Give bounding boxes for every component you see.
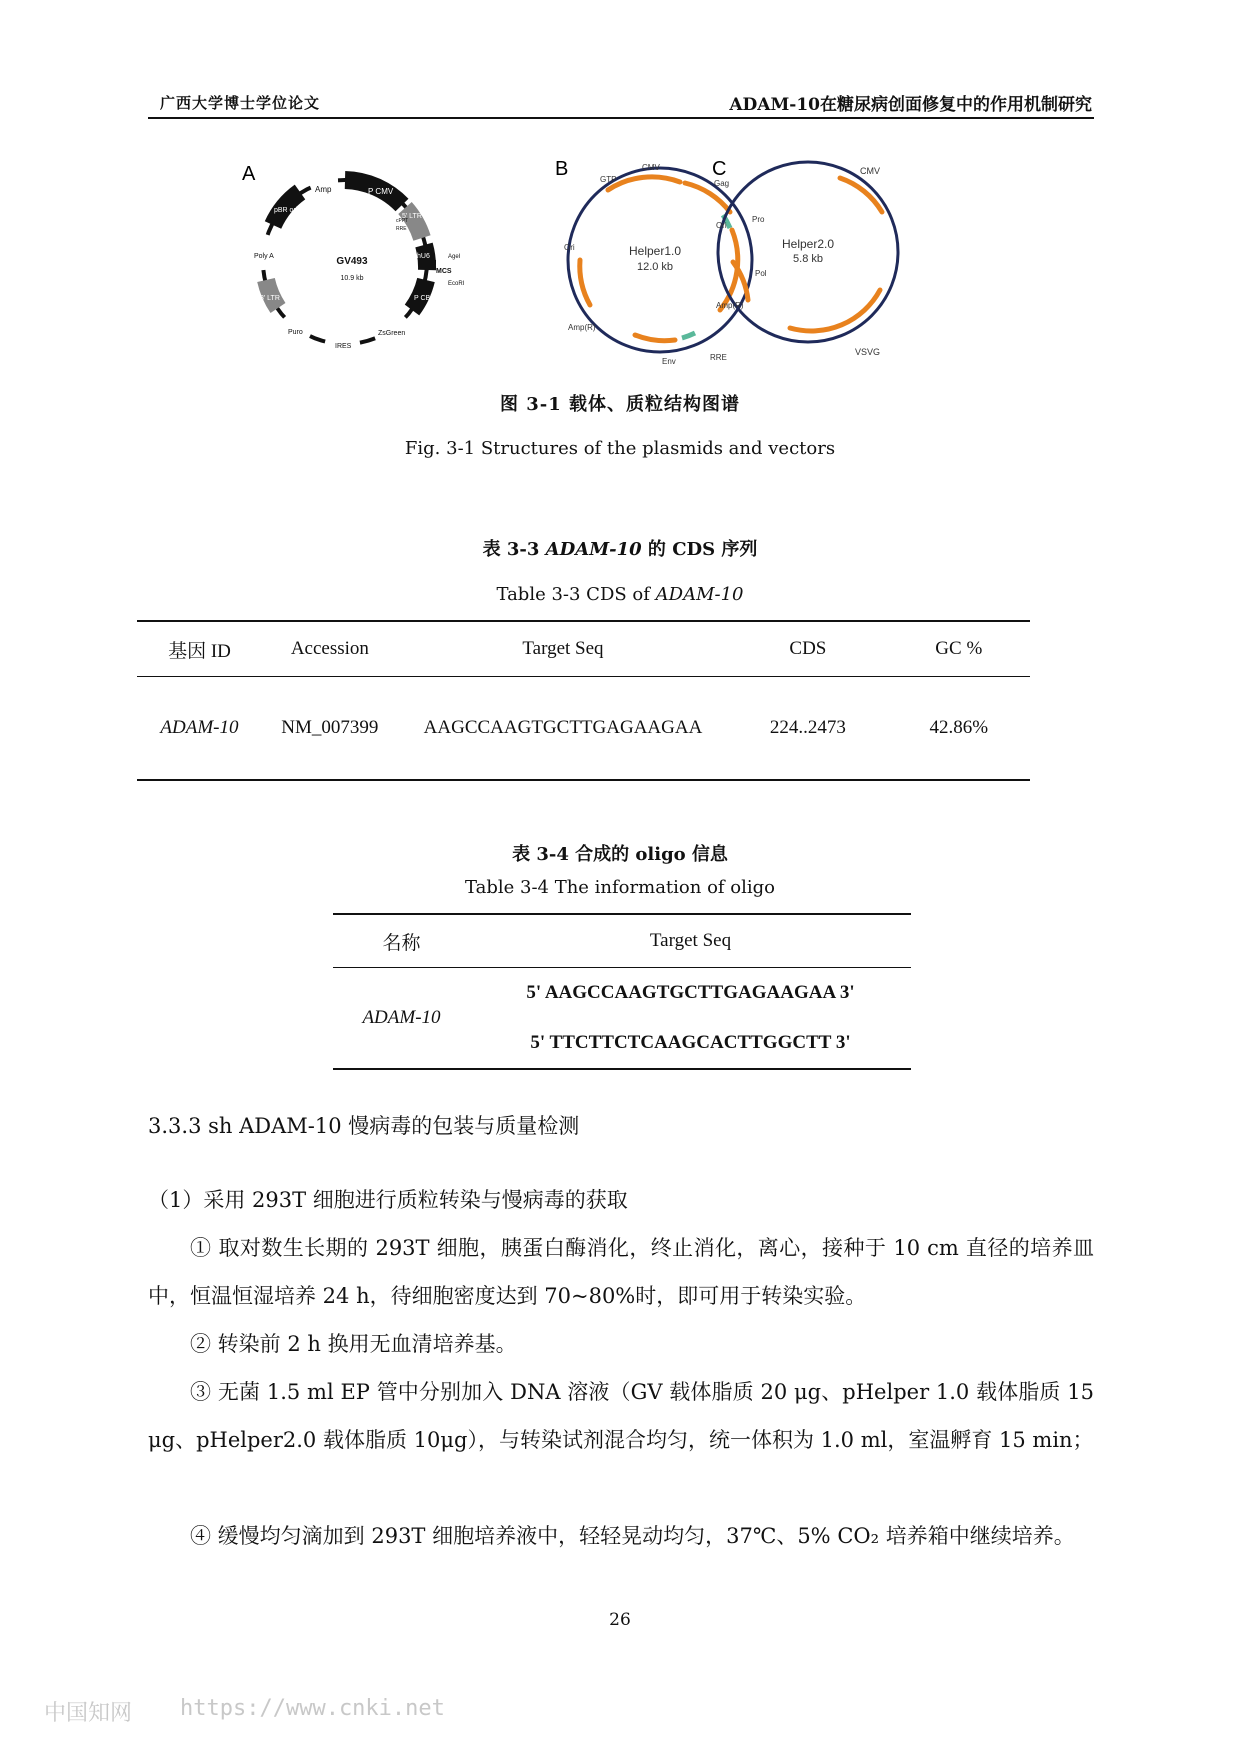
paragraph-item-4: ④ 缓慢均匀滴加到 293T 细胞培养液中，轻轻晃动均匀，37℃、5% CO₂ 培养箱中继续培养。	[190, 1524, 1075, 1548]
table-row	[137, 677, 1030, 781]
watermark-url: https://www.cnki.net	[180, 1696, 445, 1721]
panel-b-letter: B	[555, 158, 569, 180]
plasmid-figure	[230, 150, 1030, 390]
table33-title-cn-gene: ADAM-10	[545, 539, 642, 560]
label-pcmv: P CMV	[368, 187, 394, 196]
paragraph-item-3: ③ 无菌 1.5 ml EP 管中分别加入 DNA 溶液（GV 载体脂质 20 μg、pHelper 1.0 载体脂质 15 μg、pHelper2.0 载体脂质 10μg），与转染试剂混合均匀，统一体积为 1.0 ml，室温孵育 15 min；	[148, 1380, 1094, 1452]
table34-cell-seq-antisense: 5' TTCTTCTCAAGCACTTGGCTT 3'	[530, 1032, 851, 1053]
helper1-name: Helper1.0	[628, 244, 682, 258]
h1-label-gtp: GTP	[600, 175, 617, 184]
label-polya: Poly A	[254, 253, 274, 260]
label-ecori: EcoRI	[448, 281, 465, 287]
table33-title-en-gene: ADAM-10	[655, 584, 744, 605]
table33-title-en	[0, 584, 1240, 605]
h2-label-cmv: CMV	[860, 166, 880, 176]
panel-c-letter: C	[712, 158, 727, 180]
helper2-circle	[718, 162, 898, 342]
h1-label-pro: Pro	[752, 215, 765, 224]
h2-label-ori: Ori	[716, 221, 727, 230]
label-puro: Puro	[288, 329, 303, 336]
label-pcbh: P CBh	[414, 295, 435, 302]
table34-header-target-seq: Target Seq	[470, 914, 911, 968]
helper2-name: Helper2.0	[781, 237, 835, 251]
label-rre: RRE	[396, 226, 407, 232]
table-row	[333, 968, 911, 1019]
label-agei: AgeI	[448, 254, 461, 260]
figure-caption-cn: 图 3-1 载体、质粒结构图谱	[499, 394, 741, 415]
table34-cell-seq-sense: 5' AAGCCAAGTGCTTGAGAAGAA 3'	[526, 982, 855, 1003]
h2-label-vsvg: VSVG	[855, 347, 881, 357]
h1-label-pol: Pol	[755, 269, 767, 278]
header-thesis-title: ADAM-10在糖尿病创面修复中的作用机制研究	[729, 95, 1092, 115]
table33-header-row	[137, 621, 1030, 677]
label-zsgreen: ZsGreen	[378, 330, 406, 337]
table33-header-gc: GC %	[888, 621, 1030, 677]
label-pbr-ori: pBR ori	[274, 207, 298, 214]
label-amp: Amp	[315, 185, 332, 194]
section-heading: 3.3.3 sh ADAM-10 慢病毒的包装与质量检测	[148, 1114, 580, 1138]
table34-cell-gene: ADAM-10	[362, 1007, 441, 1028]
label-mcs: MCS	[436, 268, 452, 275]
label-5ltr: 5' LTR	[402, 213, 422, 220]
paragraph-step-1: （1）采用 293T 细胞进行质粒转染与慢病毒的获取	[148, 1188, 628, 1212]
table33-cell-cds: 224..2473	[769, 717, 846, 738]
h1-label-cmv: CMV	[642, 163, 660, 172]
arrow-env	[635, 335, 675, 341]
figure-caption-en: Fig. 3-1 Structures of the plasmids and vectors	[404, 438, 836, 459]
table33	[137, 620, 1030, 781]
table33-header-target-seq: Target Seq	[398, 621, 728, 677]
arrow-vsvg	[790, 290, 880, 331]
label-3ltr: 3' LTR	[260, 295, 280, 302]
h1-label-amp: Amp(R)	[568, 323, 596, 332]
helper1-arrows	[580, 177, 738, 341]
h1-label-rre: RRE	[710, 353, 727, 362]
table34-title-cn: 表 3-4 合成的 oligo 信息	[512, 844, 728, 865]
table33-cell-accession: NM_007399	[281, 717, 379, 738]
table34	[333, 913, 911, 1070]
helper1-circle	[568, 168, 752, 352]
table34-header-row	[333, 914, 911, 968]
helper2-size: 5.8 kb	[793, 253, 823, 265]
table34-title-en: Table 3-4 The information of oligo	[465, 877, 775, 898]
gv493-size: 10.9 kb	[340, 275, 364, 282]
table33-header-gene-id: 基因 ID	[137, 621, 262, 677]
helper1-size: 12.0 kb	[636, 261, 674, 273]
table34-header-name: 名称	[333, 914, 470, 968]
table33-cell-gene: ADAM-10	[160, 717, 239, 738]
page-number: 26	[609, 1610, 631, 1630]
h1-label-env: Env	[662, 357, 676, 366]
table33-title-cn	[0, 535, 1240, 561]
table33-title-cn-suffix: 的 CDS 序列	[641, 539, 758, 560]
arrow-rre	[682, 333, 695, 338]
table33-cell-gc: 42.86%	[929, 717, 989, 738]
h1-label-ori: Ori	[564, 243, 575, 252]
paragraph-item-2: ② 转染前 2 h 换用无血清培养基。	[190, 1332, 517, 1356]
watermark-name: 中国知网	[44, 1701, 133, 1726]
h2-label-amp: Amp(R)	[716, 301, 744, 310]
plasmid-maps-svg	[230, 150, 1030, 390]
table33-header-cds: CDS	[728, 621, 887, 677]
segment-3ltr	[266, 280, 278, 308]
gv493-name: GV493	[336, 256, 368, 267]
panel-a-letter: A	[242, 163, 256, 185]
table33-header-accession: Accession	[262, 621, 398, 677]
table33-cell-target-seq: AAGCCAAGTGCTTGAGAAGAA	[423, 717, 703, 738]
label-ires: IRES	[335, 343, 352, 350]
arrow-pol	[720, 230, 738, 310]
label-cppt: cPPT	[396, 218, 409, 224]
arrow-amp	[580, 260, 590, 305]
paragraph-item-1: ① 取对数生长期的 293T 细胞，胰蛋白酶消化，终止消化，离心，接种于 10 cm 直径的培养皿中，恒温恒湿培养 24 h，待细胞密度达到 70~80%时，即可用于转染实验。	[148, 1236, 1094, 1308]
header-rule	[148, 117, 1094, 119]
label-hu6: hU6	[417, 253, 430, 260]
mcs-marker	[426, 260, 436, 265]
table33-title-cn-prefix: 表 3-3	[482, 539, 546, 560]
h1-label-gag: Gag	[714, 179, 730, 188]
table33-title-en-prefix: Table 3-3 CDS of	[496, 584, 656, 605]
header-thesis-label: 广西大学博士学位论文	[160, 94, 321, 112]
